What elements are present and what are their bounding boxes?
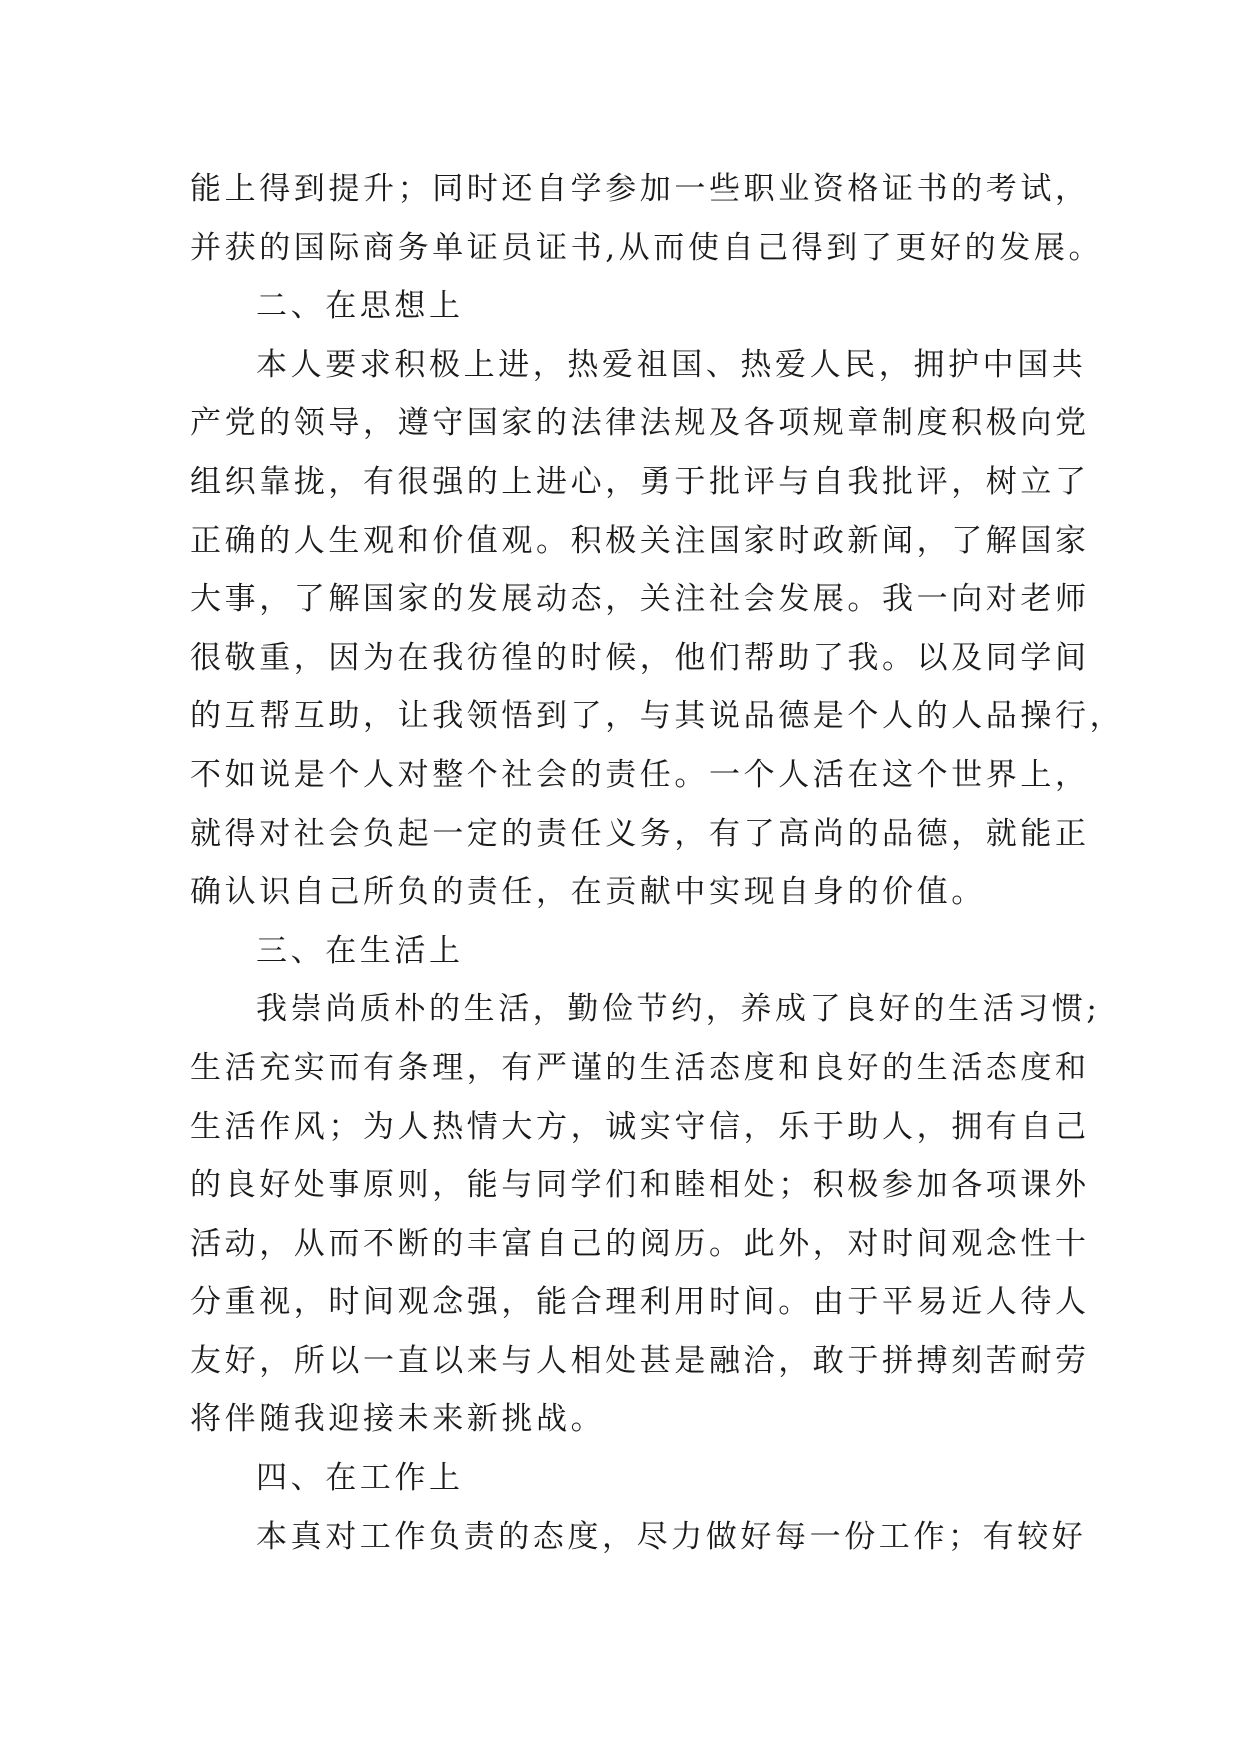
text-line: 分重视，时间观念强，能合理利用时间。由于平易近人待人 (190, 1284, 1090, 1321)
text-line: 组织靠拢，有很强的上进心，勇于批评与自我批评，树立了 (190, 463, 1090, 500)
text-line: 将伴随我迎接未来新挑战。 (190, 1401, 606, 1438)
text-line: 友好，所以一直以来与人相处甚是融洽，敢于拼搏刻苦耐劳 (190, 1342, 1090, 1379)
text-line: 本真对工作负责的态度，尽力做好每一份工作；有较好 (256, 1518, 1087, 1555)
text-line: 不如说是个人对整个社会的责任。一个人活在这个世界上， (190, 756, 1090, 793)
section-heading: 二、在思想上 (256, 288, 464, 325)
text-line: 就得对社会负起一定的责任义务，有了高尚的品德，就能正 (190, 815, 1090, 852)
text-line: 的互帮互助，让我领悟到了，与其说品德是个人的人品操行， (190, 698, 1125, 735)
text-line: 的良好处事原则，能与同学们和睦相处；积极参加各项课外 (190, 1167, 1090, 1204)
text-line: 正确的人生观和价值观。积极关注国家时政新闻，了解国家 (190, 522, 1090, 559)
text-line: 活动，从而不断的丰富自己的阅历。此外，对时间观念性十 (190, 1225, 1090, 1262)
text-line: 生活作风；为人热情大方，诚实守信，乐于助人，拥有自己 (190, 1108, 1090, 1145)
section-heading: 四、在工作上 (256, 1460, 464, 1497)
text-line: 产党的领导，遵守国家的法律法规及各项规章制度积极向党 (190, 405, 1090, 442)
text-line: 确认识自己所负的责任，在贡献中实现自身的价值。 (190, 874, 986, 911)
text-line: 生活充实而有条理，有严谨的生活态度和良好的生活态度和 (190, 1049, 1090, 1086)
document-body (190, 160, 1125, 1566)
text-line: 很敬重，因为在我彷徨的时候，他们帮助了我。以及同学间 (190, 639, 1090, 676)
text-line: 我崇尚质朴的生活，勤俭节约，养成了良好的生活习惯; (256, 991, 1101, 1028)
text-line: 能上得到提升；同时还自学参加一些职业资格证书的考试， (190, 171, 1090, 207)
section-heading: 三、在生活上 (256, 932, 464, 969)
text-line: 大事，了解国家的发展动态，关注社会发展。我一向对老师 (190, 581, 1090, 618)
text-line: 并获的国际商务单证员证书,从而使自己得到了更好的发展。 (190, 229, 1104, 266)
text-line: 本人要求积极上进，热爱祖国、热爱人民，拥护中国共 (256, 346, 1087, 383)
